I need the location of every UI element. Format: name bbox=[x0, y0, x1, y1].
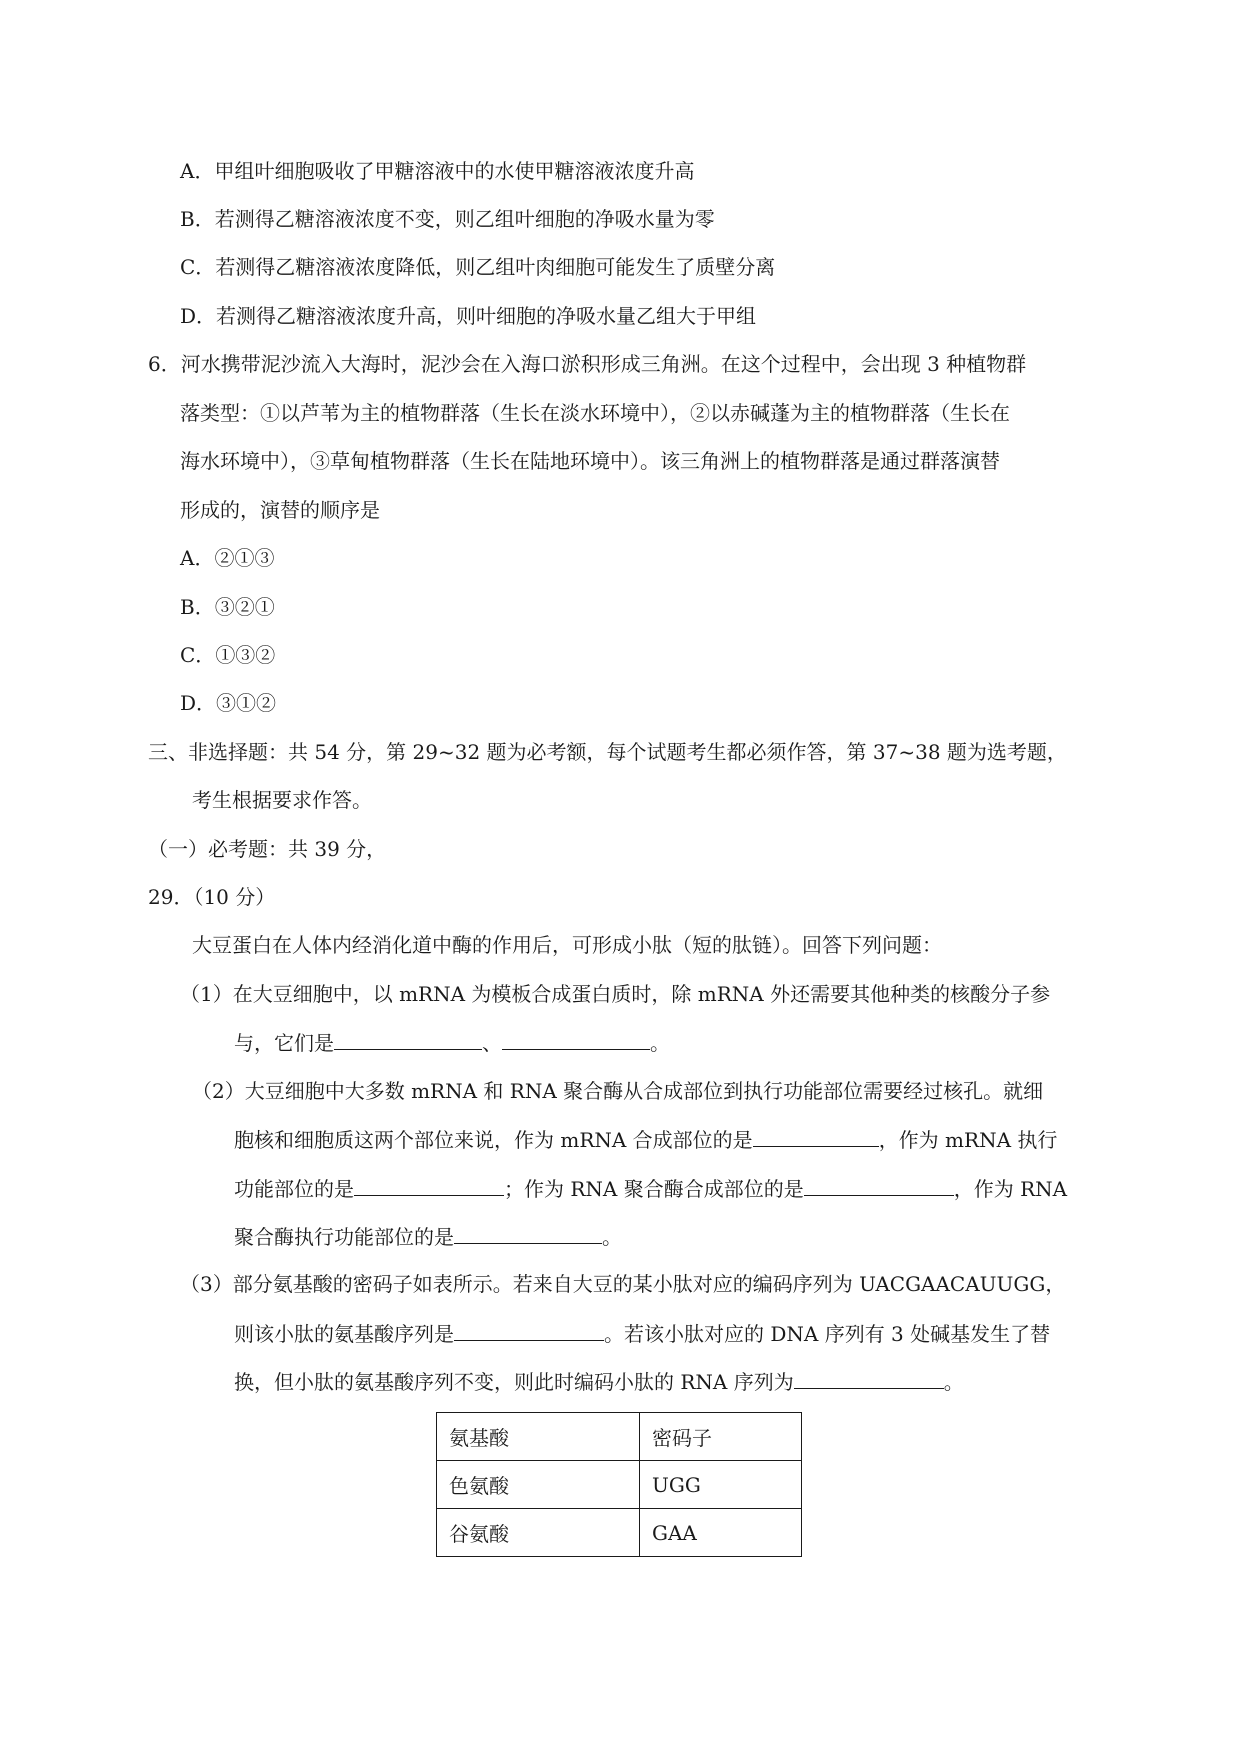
table-header-row bbox=[437, 1413, 802, 1461]
table-header-cell: 氨基酸 bbox=[437, 1413, 640, 1461]
q29-part2-line: （2）大豆细胞中大多数 mRNA 和 RNA 聚合酶从合成部位到执行功能部位需要经过核孔。就细 bbox=[192, 1079, 1044, 1103]
q6-option-a: A．②①③ bbox=[180, 546, 275, 570]
answer-blank[interactable] bbox=[753, 1124, 879, 1147]
q6-stem-line: 落类型：①以芦苇为主的植物群落（生长在淡水环境中），②以赤碱蓬为主的植物群落（生长在 bbox=[180, 401, 1010, 425]
q29-part2-line: 胞核和细胞质这两个部位来说，作为 mRNA 合成部位的是 ，作为 mRNA 执行 bbox=[234, 1124, 1057, 1155]
q29-intro: 大豆蛋白在人体内经消化道中酶的作用后，可形成小肽（短的肽链）。回答下列问题： bbox=[192, 933, 942, 957]
table-header-cell: 密码子 bbox=[640, 1413, 802, 1461]
answer-blank[interactable] bbox=[454, 1221, 602, 1244]
q5-option-b: B．若测得乙糖溶液浓度不变，则乙组叶细胞的净吸水量为零 bbox=[180, 207, 715, 231]
q6-stem-line: 形成的，演替的顺序是 bbox=[180, 498, 380, 522]
q5-option-a: A．甲组叶细胞吸收了甲糖溶液中的水使甲糖溶液浓度升高 bbox=[180, 159, 695, 183]
table-cell: 色氨酸 bbox=[437, 1461, 640, 1509]
answer-blank[interactable] bbox=[354, 1173, 504, 1196]
q6-stem-line: 海水环境中），③草甸植物群落（生长在陆地环境中）。该三角洲上的植物群落是通过群落演替 bbox=[180, 449, 1000, 473]
q29-part2-line: 聚合酶执行功能部位的是 。 bbox=[234, 1221, 622, 1252]
answer-blank[interactable] bbox=[794, 1366, 944, 1389]
subsection-heading: （一）必考题：共 39 分， bbox=[148, 837, 387, 861]
q6-option-d: D．③①② bbox=[180, 691, 277, 715]
section-heading: 三、非选择题：共 54 分，第 29~32 题为必考额，每个试题考生都必须作答，第 37~38 题为选考题， bbox=[148, 740, 1067, 764]
answer-blank[interactable] bbox=[502, 1027, 650, 1050]
q29-part3-line: 换，但小肽的氨基酸序列不变，则此时编码小肽的 RNA 序列为 。 bbox=[234, 1366, 964, 1397]
answer-blank[interactable] bbox=[804, 1173, 954, 1196]
q29-header: 29．（10 分） bbox=[148, 885, 276, 909]
q29-part2-line: 功能部位的是 ；作为 RNA 聚合酶合成部位的是 ，作为 RNA bbox=[234, 1173, 1067, 1204]
q29-part3-line: 则该小肽的氨基酸序列是 。若该小肽对应的 DNA 序列有 3 处碱基发生了替 bbox=[234, 1318, 1050, 1349]
q5-option-d: D．若测得乙糖溶液浓度升高，则叶细胞的净吸水量乙组大于甲组 bbox=[180, 304, 757, 328]
q5-option-c: C．若测得乙糖溶液浓度降低，则乙组叶肉细胞可能发生了质壁分离 bbox=[180, 255, 776, 279]
q29-part1-line: 与，它们是 、 。 bbox=[234, 1027, 670, 1058]
table-cell: GAA bbox=[640, 1509, 802, 1557]
table-row bbox=[437, 1461, 802, 1509]
section-heading-cont: 考生根据要求作答。 bbox=[192, 788, 372, 812]
table-cell: 谷氨酸 bbox=[437, 1509, 640, 1557]
answer-blank[interactable] bbox=[334, 1027, 482, 1050]
q29-part1-line: （1）在大豆细胞中，以 mRNA 为模板合成蛋白质时，除 mRNA 外还需要其他种类的核酸分子参 bbox=[180, 982, 1051, 1006]
q6-option-c: C．①③② bbox=[180, 643, 276, 667]
q29-part3-line: （3）部分氨基酸的密码子如表所示。若来自大豆的某小肽对应的编码序列为 UACGAACAUUGG， bbox=[180, 1272, 1066, 1296]
q6-stem-line: 6．河水携带泥沙流入大海时，泥沙会在入海口淤积形成三角洲。在这个过程中，会出现 3 种植物群 bbox=[148, 352, 1027, 376]
answer-blank[interactable] bbox=[454, 1318, 604, 1341]
codon-table bbox=[436, 1412, 802, 1557]
q6-option-b: B．③②① bbox=[180, 595, 275, 619]
table-cell: UGG bbox=[640, 1461, 802, 1509]
table-row bbox=[437, 1509, 802, 1557]
